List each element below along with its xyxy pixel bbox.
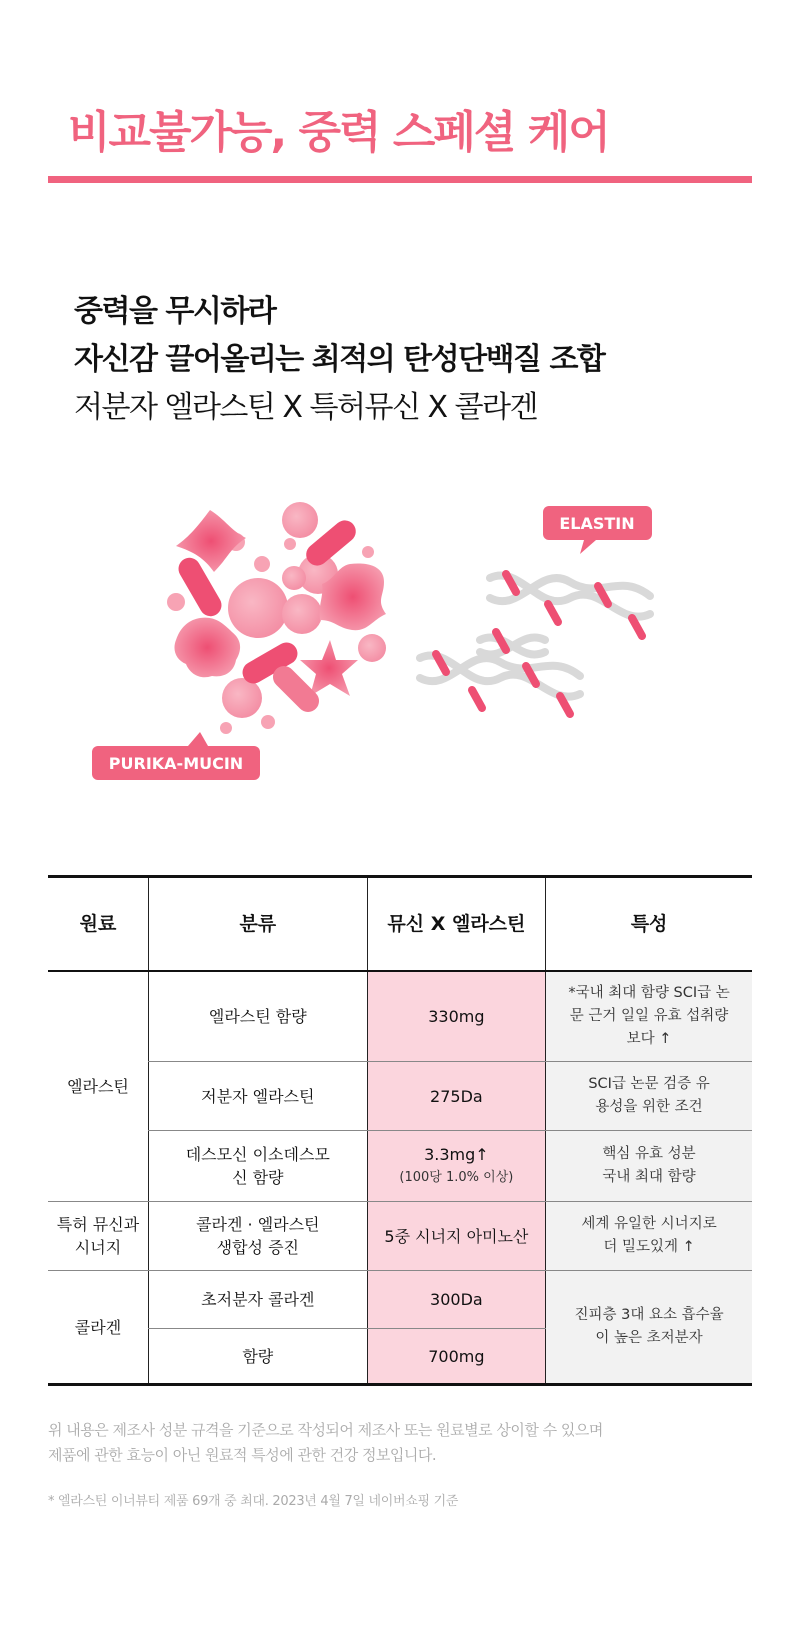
header-raw-material: 원료 — [48, 877, 148, 972]
row-value — [367, 1131, 546, 1202]
row-value-sub: (100당 1.0% 이상) — [399, 1170, 514, 1185]
row-value: 275Da — [367, 1062, 546, 1131]
table-row — [48, 1131, 752, 1202]
intro-line-3: 저분자 엘라스틴 X 특허뮤신 X 콜라겐 — [74, 390, 538, 425]
disclaimer — [48, 1418, 603, 1468]
row-feature — [546, 1271, 752, 1385]
row-category: 초저분자 콜라겐 — [148, 1271, 367, 1329]
group-collagen: 콜라겐 — [74, 1317, 122, 1337]
row-category: 함량 — [148, 1329, 367, 1385]
intro-text — [74, 288, 604, 432]
row-category-text: 콜라겐 · 엘라스틴 생합성 증진 — [196, 1215, 320, 1257]
group-synergy-text: 특허 뮤신과 시너지 — [56, 1215, 140, 1257]
disclaimer-line-1: 위 내용은 제조사 성분 규격을 기준으로 작성되어 제조사 또는 원료별로 상이할 수 있으며 — [48, 1421, 603, 1439]
elastin-label-badge — [543, 506, 652, 554]
row-feature — [546, 971, 752, 1062]
row-value: 700mg — [367, 1329, 546, 1385]
mucin-label-badge — [92, 732, 260, 780]
row-feature-text: 세계 유일한 시너지로 더 밀도있게 ↑ — [581, 1216, 717, 1255]
row-category — [148, 1131, 367, 1202]
row-category: 엘라스틴 함량 — [148, 971, 367, 1062]
header-category: 분류 — [148, 877, 367, 972]
row-feature — [546, 1062, 752, 1131]
table-header-row — [48, 877, 752, 972]
row-value-main: 3.3mg↑ — [424, 1145, 489, 1164]
row-value: 300Da — [367, 1271, 546, 1329]
table-row — [48, 1271, 752, 1329]
title-underline — [48, 176, 752, 183]
row-feature-text: 진피층 3대 요소 흡수율이 높은 초저분자 — [574, 1307, 724, 1346]
header-feature: 특성 — [546, 877, 752, 972]
comparison-table — [48, 875, 752, 1386]
row-value: 330mg — [367, 971, 546, 1062]
disclaimer-line-2: 제품에 관한 효능이 아닌 원료적 특성에 관한 건강 정보입니다. — [48, 1446, 437, 1464]
row-category: 저분자 엘라스틴 — [148, 1062, 367, 1131]
table-row — [48, 1062, 752, 1131]
row-feature-text: *국내 최대 함량 SCI급 논문 근거 일일 유효 섭취량보다 ↑ — [568, 985, 730, 1047]
group-synergy — [48, 1202, 148, 1271]
row-category — [148, 1202, 367, 1271]
header-mucin-elastin: 뮤신 X 엘라스틴 — [367, 877, 546, 972]
intro-line-2: 자신감 끌어올리는 최적의 탄성단백질 조합 — [74, 342, 605, 377]
mucin-label: PURIKA-MUCIN — [108, 754, 244, 773]
row-value: 5중 시너지 아미노산 — [367, 1202, 546, 1271]
footnote: * 엘라스틴 이너뷰티 제품 69개 중 최대. 2023년 4월 7일 네이버쇼핑 기준 — [48, 1494, 459, 1509]
mucin-cluster — [167, 502, 386, 734]
intro-line-1: 중력을 무시하라 — [74, 294, 276, 329]
elastin-strands — [420, 574, 650, 714]
elastin-label: ELASTIN — [559, 514, 635, 533]
row-category-text: 데스모신 이소데스모신 함량 — [185, 1145, 330, 1187]
row-feature-text: SCI급 논문 검증 유용성을 위한 조건 — [588, 1076, 710, 1115]
table-row — [48, 971, 752, 1062]
ingredient-illustration — [0, 500, 800, 840]
table-row — [48, 1202, 752, 1271]
row-feature — [546, 1202, 752, 1271]
row-feature — [546, 1131, 752, 1202]
row-feature-text: 핵심 유효 성분 국내 최대 함량 — [602, 1146, 696, 1185]
page-title: 비교불가능, 중력 스페셜 케어 — [68, 107, 609, 158]
group-elastin: 엘라스틴 — [48, 971, 148, 1202]
